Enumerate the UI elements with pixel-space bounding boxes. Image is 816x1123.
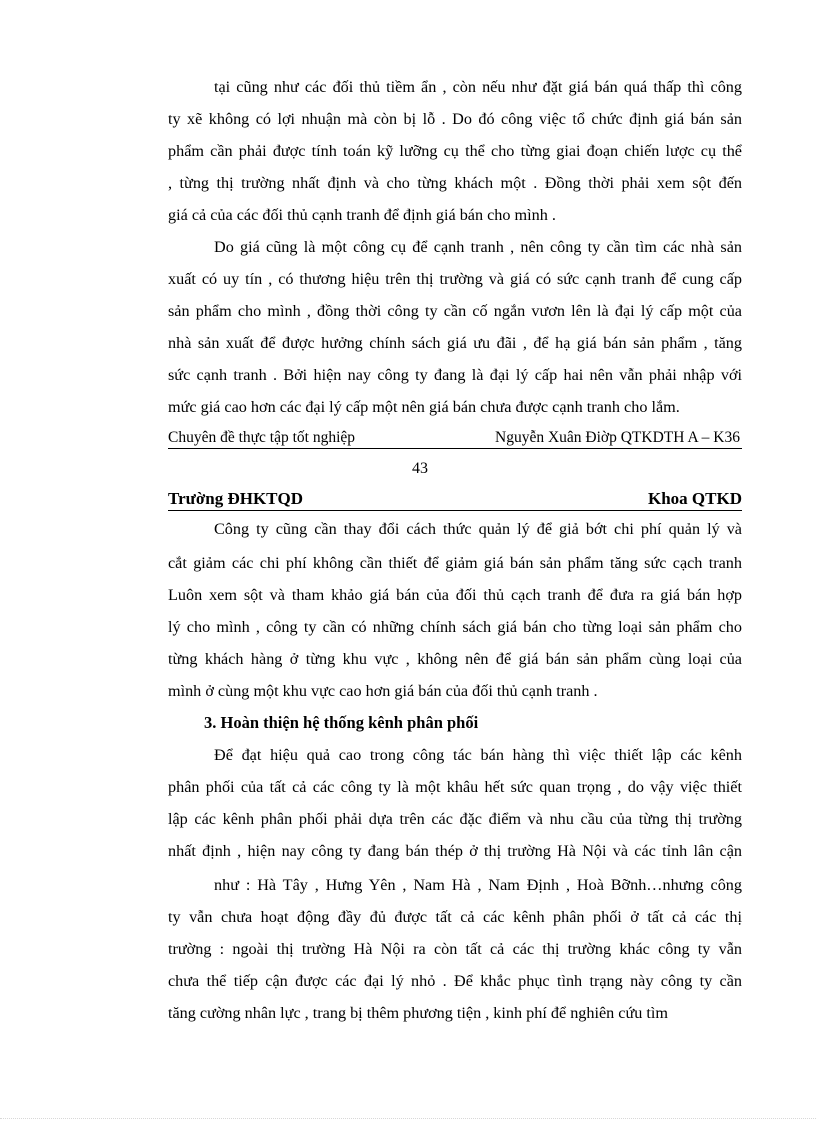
text-line: như : Hà Tây , Hưng Yên , Nam Hà , Nam Định , Hoà Bỡnh…nhưng công bbox=[214, 876, 742, 894]
page-bottom-border bbox=[0, 1118, 816, 1119]
text-line: mức giá cao hơn các đại lý cấp một nên giá bán chưa được cạnh tranh cho lắm. bbox=[168, 398, 680, 416]
text-line: Để đạt hiệu quả cao trong công tác bán hàng thì việc thiết lập các kênh bbox=[214, 746, 742, 764]
footer-title: Chuyên đề thực tập tốt nghiệp bbox=[168, 429, 356, 446]
section-heading: 3. Hoàn thiện hệ thống kênh phân phối bbox=[204, 713, 479, 732]
text-line: phẩm cần phải được tính toán kỹ lưỡng cụ thể cho từng giai đoạn chiến lược cụ thể bbox=[168, 142, 742, 160]
text-line: trường : ngoài thị trường Hà Nội ra còn tất cả các thị trường khác công ty vẫn bbox=[168, 940, 742, 958]
text-line: nhà sản xuất để được hưởng chính sách giá ưu đãi , để hạ giá bán sản phẩm , tăng bbox=[168, 334, 742, 352]
text-line: ty vẫn chưa hoạt động đầy đủ được tất cả các kênh phân phối ở tất cả các thị bbox=[168, 908, 742, 926]
text-line: giá cả của các đối thủ cạnh tranh để định giá bán cho mình . bbox=[168, 206, 556, 224]
text-line: xuất có uy tín , có thương hiệu trên thị trường và giá có sức cạnh tranh để cung cấp bbox=[168, 270, 742, 288]
text-line: cắt giảm các chi phí không cần thiết để giảm giá bán sản phẩm tăng sức cạch tranh bbox=[168, 554, 742, 572]
text-line: tăng cường nhân lực , trang bị thêm phương tiện , kinh phí để nghiên cứu tìm bbox=[168, 1004, 668, 1022]
text-line: Công ty cũng cần thay đổi cách thức quản lý để giả bớt chi phí quản lý và bbox=[214, 520, 742, 538]
text-line: Do giá cũng là một công cụ để cạnh tranh , nên công ty cần tìm các nhà sản bbox=[214, 238, 742, 256]
footer-author: Nguyễn Xuân Điờp QTKDTH A – K36 bbox=[495, 429, 740, 446]
text-line: từng khách hàng ở từng khu vực , không nên để giá bán sản phẩm cùng loại của bbox=[168, 650, 742, 668]
page-footer bbox=[168, 428, 742, 449]
text-line: tại cũng như các đối thủ tiềm ẩn , còn nếu như đặt giá bán quá thấp thì công bbox=[214, 78, 742, 96]
text-line: phân phối của tất cả các công ty là một khâu hết sức quan trọng , do vậy việc thiết bbox=[168, 778, 742, 796]
page-header bbox=[168, 488, 742, 511]
text-line: lập các kênh phân phối phải dựa trên các đặc điểm và nhu cầu của từng thị trường bbox=[168, 810, 742, 828]
text-line: sức cạnh tranh . Bởi hiện nay công ty đang là đại lý cấp hai nên vẫn phải nhập với bbox=[168, 366, 742, 384]
text-line: sản phẩm cho mình , đồng thời công ty cần cố ngắn vươn lên là đại lý cấp một của bbox=[168, 302, 742, 320]
text-line: nhất định , hiện nay công ty đang bán thép ở thị trường Hà Nội và các tỉnh lân cận bbox=[168, 842, 742, 860]
text-line: Luôn xem sột và tham khảo giá bán của đối thủ cạch tranh để đưa ra giá bán hợp bbox=[168, 586, 742, 604]
text-line: mình ở cùng một khu vực cao hơn giá bán của đối thủ cạnh tranh . bbox=[168, 682, 598, 700]
text-line: , từng thị trường nhất định và cho từng khách một . Đồng thời phải xem sột đến bbox=[168, 174, 742, 192]
text-line: ty xẽ không có lợi nhuận mà còn bị lỗ . Do đó công việc tổ chức định giá bán sản bbox=[168, 110, 742, 128]
page-number: 43 bbox=[412, 460, 428, 477]
text-line: chưa thể tiếp cận được các đại lý nhỏ . Để khắc phục tình trạng này công ty cần bbox=[168, 972, 742, 990]
header-faculty: Khoa QTKD bbox=[648, 489, 742, 508]
text-line: lý cho mình , công ty cần có những chính sách giá bán cho từng loại sản phẩm cho bbox=[168, 618, 742, 636]
header-university: Trường ĐHKTQD bbox=[168, 489, 304, 508]
